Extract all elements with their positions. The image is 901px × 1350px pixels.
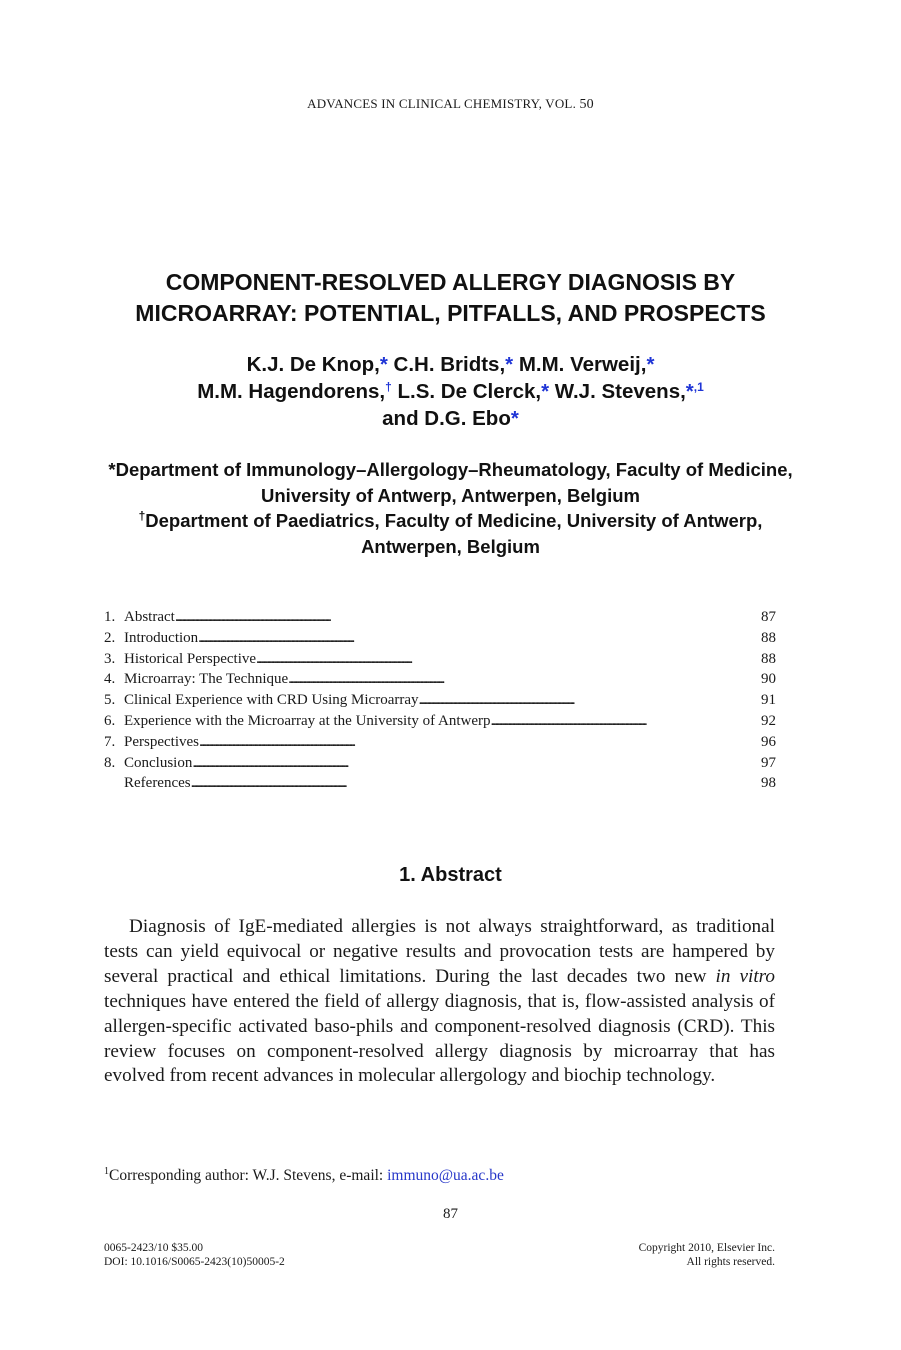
toc-number: 5. xyxy=(104,692,116,709)
toc-entry[interactable] xyxy=(104,711,776,732)
toc-entry[interactable] xyxy=(104,690,776,711)
corresponding-author-marker[interactable]: ,1 xyxy=(693,380,704,394)
footnote-marker: 1 xyxy=(104,1166,109,1177)
author-name: M.M. Verweij, xyxy=(518,353,647,376)
toc-number: 2. xyxy=(104,629,116,646)
author-name: C.H. Bridts, xyxy=(393,353,506,376)
toc-entry[interactable] xyxy=(104,649,776,670)
doi: DOI: 10.1016/S0065-2423(10)50005-2 xyxy=(104,1255,285,1268)
toc-label: Historical Perspective xyxy=(124,650,257,667)
abstract-paragraph xyxy=(104,915,775,1089)
author-line xyxy=(0,378,901,405)
author-name: M.M. Hagendorens, xyxy=(197,380,386,403)
affiliation-marker[interactable]: * xyxy=(379,353,388,376)
affiliations xyxy=(95,457,806,559)
running-head xyxy=(0,96,901,113)
table-of-contents xyxy=(104,607,776,794)
toc-number: 1. xyxy=(104,609,116,625)
author-line xyxy=(0,405,901,432)
affiliation-text: Department of Paediatrics, Faculty of Medicine, University of Antwerp, Antwerpen, Belgium xyxy=(145,510,763,557)
toc-number: 3. xyxy=(104,650,116,667)
title-line: COMPONENT-RESOLVED ALLERGY DIAGNOSIS BY xyxy=(165,269,736,295)
title-line: MICROARRAY: POTENTIAL, PITFALLS, AND PROSPECTS xyxy=(135,300,766,326)
author-conjunction: and xyxy=(382,407,419,430)
toc-page: 90 xyxy=(761,671,776,688)
toc-number xyxy=(104,773,124,794)
abstract-italic-term: in vitro xyxy=(715,965,775,987)
toc-entry[interactable] xyxy=(104,753,776,774)
issn-doi-block xyxy=(104,1242,285,1269)
toc-label: Microarray: The Technique xyxy=(124,671,289,688)
issn-price: 0065-2423/10 $35.00 xyxy=(104,1242,204,1254)
toc-page: 87 xyxy=(761,609,776,625)
email-link[interactable]: immuno@ua.ac.be xyxy=(387,1167,504,1184)
author-list xyxy=(0,351,901,432)
toc-page: 96 xyxy=(761,733,776,750)
abstract-text-part: Diagnosis of IgE-mediated allergies is not always straightforward, as traditional tests can yield equivocal or negative results and provocation tests are hampered by several practical and ethical limitations. During the last decades two new xyxy=(104,916,775,987)
toc-leader xyxy=(192,753,700,774)
toc-label: Introduction xyxy=(124,629,199,646)
toc-entry[interactable] xyxy=(104,773,776,794)
author-name: K.J. De Knop, xyxy=(246,353,380,376)
affiliation-marker[interactable]: * xyxy=(685,380,694,403)
toc-leader xyxy=(191,773,700,794)
toc-label: Abstract xyxy=(124,609,175,625)
toc-label: Conclusion xyxy=(124,754,193,771)
toc-leader xyxy=(491,711,700,732)
abstract-text xyxy=(104,915,775,1089)
affiliation-marker[interactable]: * xyxy=(646,353,655,376)
affiliation-symbol: † xyxy=(138,509,146,523)
author-line xyxy=(0,351,901,378)
article-title xyxy=(0,267,901,329)
toc-number: 7. xyxy=(104,733,116,750)
rights-reserved: All rights reserved. xyxy=(686,1255,775,1268)
toc-label: Clinical Experience with CRD Using Microarray xyxy=(124,692,419,709)
toc-entry[interactable] xyxy=(104,669,776,690)
toc-page: 97 xyxy=(761,754,776,771)
page-number: 87 xyxy=(443,1206,458,1222)
toc-entry[interactable] xyxy=(104,628,776,649)
toc-leader xyxy=(199,732,700,753)
toc-page: 92 xyxy=(761,712,776,729)
toc-page: 91 xyxy=(761,692,776,709)
toc-leader xyxy=(256,649,700,670)
affiliation-marker[interactable]: † xyxy=(385,380,392,394)
author-name: L.S. De Clerck, xyxy=(397,380,542,403)
toc-label: Experience with the Microarray at the University of Antwerp xyxy=(124,712,491,729)
toc-page: 88 xyxy=(761,629,776,646)
affiliation-marker[interactable]: * xyxy=(505,353,514,376)
journal-name: ADVANCES IN CLINICAL CHEMISTRY, VOL. xyxy=(307,96,577,111)
footnote xyxy=(104,1167,504,1185)
copyright: Copyright 2010, Elsevier Inc. xyxy=(638,1242,775,1254)
toc-leader xyxy=(288,669,700,690)
toc-label: Perspectives xyxy=(124,733,199,750)
affiliation-text: Department of Immunology–Allergology–Rheumatology, Faculty of Medicine, University of Antwerp, Antwerpen, Belgium xyxy=(115,459,793,506)
toc-number: 4. xyxy=(104,671,116,688)
toc-page: 98 xyxy=(761,775,776,792)
author-name: D.G. Ebo xyxy=(424,407,511,430)
toc-number: 6. xyxy=(104,712,116,729)
affiliation xyxy=(95,457,806,508)
affiliation-symbol: * xyxy=(108,459,116,480)
abstract-text-part: techniques have entered the field of allergy diagnosis, that is, flow-assisted analysis of allergen-specific activated baso-phils and component-resolved diagnosis (CRD). This review focuses on component-resolved allergy diagnosis by microarray that has evolved from recent advances in molecular allergology and biochip technology. xyxy=(104,990,775,1087)
affiliation-marker[interactable]: * xyxy=(541,380,550,403)
volume-number: 50 xyxy=(579,97,594,112)
toc-label: References xyxy=(124,775,191,792)
toc-entry[interactable] xyxy=(104,732,776,753)
section-heading: 1. Abstract xyxy=(399,864,502,886)
footnote-text: Corresponding author: W.J. Stevens, e-mail: xyxy=(109,1167,388,1184)
toc-page: 88 xyxy=(761,650,776,667)
toc-leader xyxy=(419,690,700,711)
copyright-block xyxy=(560,1242,775,1269)
affiliation-marker[interactable]: * xyxy=(510,407,519,430)
toc-leader xyxy=(175,607,700,628)
affiliation xyxy=(95,508,806,559)
toc-number: 8. xyxy=(104,754,116,771)
toc-leader xyxy=(198,628,700,649)
author-name: W.J. Stevens, xyxy=(554,380,686,403)
toc-entry[interactable] xyxy=(104,607,776,628)
